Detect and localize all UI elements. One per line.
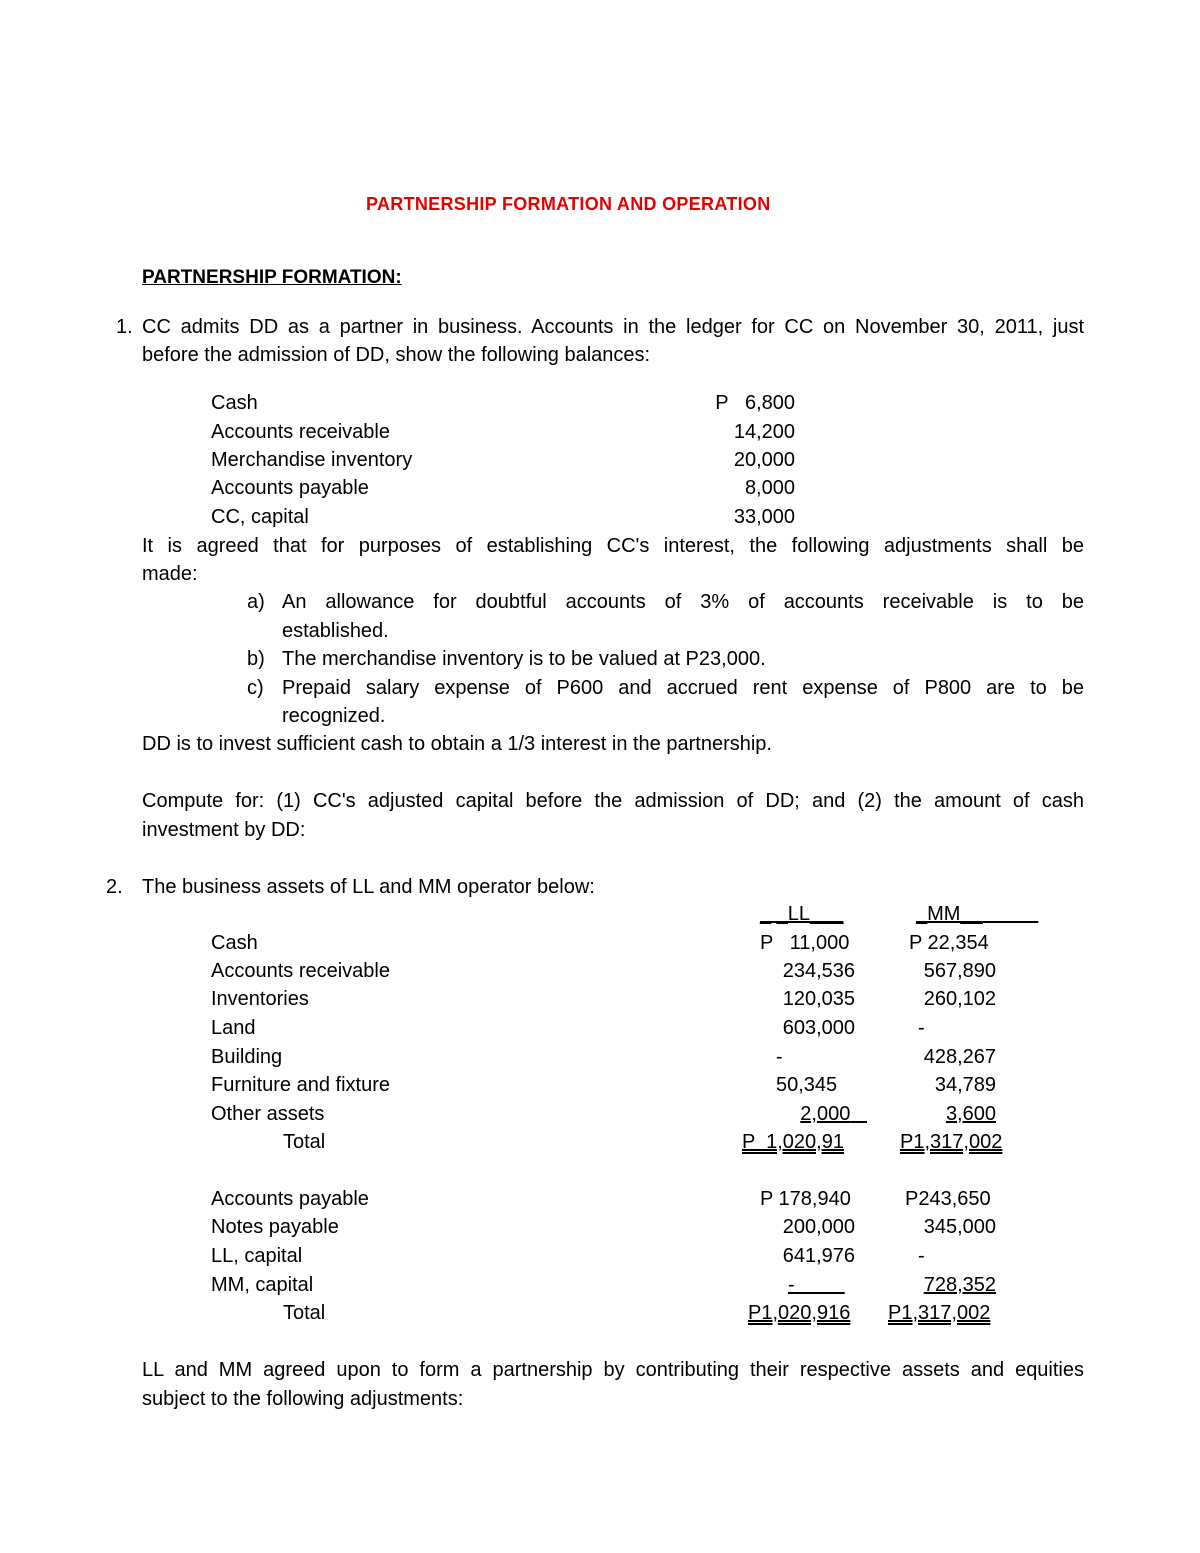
- equities-total-mm: P1,317,002: [888, 1302, 991, 1324]
- column-header-mm: [916, 901, 1047, 927]
- equity-mm-mm-capital: 728,352: [923, 1274, 996, 1296]
- column-header-ll: _ _LL___: [760, 903, 844, 925]
- asset-mm-value: -: [918, 1017, 925, 1039]
- asset-label: Furniture and fixture: [211, 1074, 390, 1096]
- adjustment-text-cont: recognized.: [282, 705, 386, 727]
- equity-label: MM, capital: [211, 1274, 314, 1296]
- compute-line2: investment by DD:: [142, 819, 306, 841]
- balance-amount: P 6,800: [715, 392, 795, 414]
- adjustments-intro-line2: made:: [142, 563, 198, 585]
- adjustment-text: An allowance for doubtful accounts of 3% of accounts receivable is to be: [282, 591, 1084, 613]
- balance-amount: 14,200: [733, 421, 795, 443]
- adjustment-text-cont: established.: [282, 620, 389, 642]
- equity-ll-value: P 178,940: [760, 1188, 851, 1210]
- asset-mm-value: 260,102: [923, 988, 996, 1010]
- dd-investment-text: DD is to invest sufficient cash to obtain a 1/3 interest in the partnership.: [142, 733, 772, 755]
- balance-amount: 20,000: [733, 449, 795, 471]
- equity-label: Accounts payable: [211, 1188, 369, 1210]
- problem-1-number: 1.: [116, 316, 133, 338]
- equity-label: LL, capital: [211, 1245, 303, 1267]
- equity-ll-value: 641,976: [782, 1245, 855, 1267]
- asset-ll-other: 2,000: [800, 1103, 851, 1125]
- page-title: PARTNERSHIP FORMATION AND OPERATION: [366, 194, 771, 214]
- equity-label: Notes payable: [211, 1216, 339, 1238]
- asset-ll-value: [775, 1101, 867, 1127]
- asset-ll-value: -: [776, 1046, 783, 1068]
- asset-mm-other: 3,600: [945, 1103, 996, 1125]
- adjustment-marker: b): [247, 648, 265, 670]
- asset-label: Other assets: [211, 1103, 325, 1125]
- asset-mm-value: 428,267: [923, 1046, 996, 1068]
- adjustment-text: Prepaid salary expense of P600 and accrued rent expense of P800 are to be: [282, 677, 1084, 699]
- equity-ll-value: [788, 1272, 850, 1298]
- balance-label: CC, capital: [211, 506, 309, 528]
- asset-mm-value: [916, 1101, 996, 1127]
- compute-line1: Compute for: (1) CC's adjusted capital before the admission of DD; and (2) the amount of cash: [142, 790, 1084, 812]
- problem-2-number: 2.: [106, 876, 123, 898]
- asset-ll-value: 50,345: [776, 1074, 838, 1096]
- assets-total-ll: P 1,020,91: [742, 1131, 844, 1153]
- equity-ll-value: 200,000: [782, 1216, 855, 1238]
- equity-mm-value: P243,650: [905, 1188, 991, 1210]
- adjustments-intro-line1: It is agreed that for purposes of establishing CC's interest, the following adjustments shall be: [142, 535, 1084, 557]
- section-heading: PARTNERSHIP FORMATION:: [142, 267, 402, 288]
- asset-mm-value: P 22,354: [909, 932, 989, 954]
- balance-label: Accounts receivable: [211, 421, 390, 443]
- asset-label: Land: [211, 1017, 256, 1039]
- equity-ll-mm-capital: -: [788, 1274, 795, 1296]
- problem-2-intro: The business assets of LL and MM operator below:: [142, 876, 595, 898]
- asset-label: Accounts receivable: [211, 960, 390, 982]
- asset-ll-value: 603,000: [782, 1017, 855, 1039]
- problem-1-text-line1: CC admits DD as a partner in business. Accounts in the ledger for CC on November 30, 2011, just: [142, 316, 1084, 338]
- equity-mm-value: [900, 1272, 996, 1298]
- assets-total-mm: P1,317,002: [900, 1131, 1003, 1153]
- equity-mm-value: -: [918, 1245, 925, 1267]
- asset-ll-value: 234,536: [782, 960, 855, 982]
- closing-line2: subject to the following adjustments:: [142, 1388, 464, 1410]
- balance-amount: 33,000: [733, 506, 795, 528]
- asset-ll-value: 120,035: [782, 988, 855, 1010]
- column-header-mm-label: _MM__: [916, 903, 983, 925]
- assets-total-label: Total: [283, 1131, 326, 1153]
- asset-ll-value: P 11,000: [760, 932, 850, 954]
- asset-label: Building: [211, 1046, 283, 1068]
- adjustment-text: The merchandise inventory is to be valued at P23,000.: [282, 648, 766, 670]
- asset-label: Cash: [211, 932, 258, 954]
- asset-label: Inventories: [211, 988, 309, 1010]
- problem-1-text-line2: before the admission of DD, show the following balances:: [142, 344, 651, 366]
- adjustment-marker: a): [247, 591, 265, 613]
- balance-label: Cash: [211, 392, 258, 414]
- closing-line1: LL and MM agreed upon to form a partnership by contributing their respective assets and equities: [142, 1359, 1084, 1381]
- asset-mm-value: 34,789: [934, 1074, 996, 1096]
- balance-label: Merchandise inventory: [211, 449, 413, 471]
- asset-mm-value: 567,890: [923, 960, 996, 982]
- equities-total-label: Total: [283, 1302, 326, 1324]
- adjustment-marker: c): [247, 677, 264, 699]
- equity-mm-value: 345,000: [923, 1216, 996, 1238]
- equities-total-ll: P1,020,916: [748, 1302, 851, 1324]
- balance-label: Accounts payable: [211, 477, 369, 499]
- balance-amount: 8,000: [744, 477, 795, 499]
